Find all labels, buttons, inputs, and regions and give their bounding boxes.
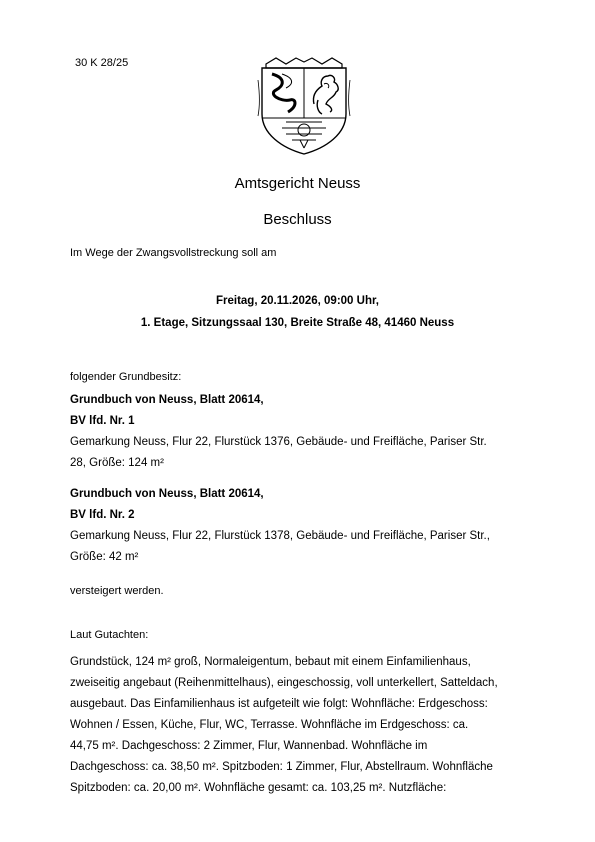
appraisal-line: Spitzboden: ca. 20,00 m². Wohnfläche gesamt: ca. 103,25 m². Nutzfläche: [70,782,447,794]
property-description-line1: Gemarkung Neuss, Flur 22, Flurstück 1378, Gebäude- und Freifläche, Pariser Str., [70,530,490,542]
appraisal-line: Dachgeschoss: ca. 38,50 m². Spitzboden: 1 Zimmer, Flur, Abstellraum. Wohnfläche [70,761,493,773]
property-header-line2: BV lfd. Nr. 1 [70,415,135,427]
property-description-line2: 28, Größe: 124 m² [70,457,164,469]
appraisal-line: 44,75 m². Dachgeschoss: 2 Zimmer, Flur, Wannenbad. Wohnfläche im [70,740,428,752]
auction-phrase: versteigert werden. [70,585,164,597]
property-description-line2: Größe: 42 m² [70,551,139,563]
appraisal-line: zweiseitig angebaut (Reihenmittelhaus), eingeschossig, voll unterkellert, Satteldach, [70,677,498,689]
coat-of-arms-icon [256,56,352,156]
appraisal-line: ausgebaut. Das Einfamilienhaus ist aufgeteilt wie folgt: Wohnfläche: Erdgeschoss: [70,698,488,710]
property-intro: folgender Grundbesitz: [70,371,182,383]
property-block-1 [70,390,540,474]
case-number: 30 K 28/25 [75,57,129,69]
intro-text: Im Wege der Zwangsvollstreckung soll am [70,247,277,259]
auction-location: 1. Etage, Sitzungssaal 130, Breite Straße 48, 41460 Neuss [140,317,455,329]
property-block-2 [70,484,540,568]
property-header-line1: Grundbuch von Neuss, Blatt 20614, [70,394,264,406]
auction-date: Freitag, 20.11.2026, 09:00 Uhr, [215,295,380,307]
appraisal-intro: Laut Gutachten: [70,629,149,641]
property-description-line1: Gemarkung Neuss, Flur 22, Flurstück 1376, Gebäude- und Freifläche, Pariser Str. [70,436,487,448]
document-title: Beschluss [263,211,332,228]
appraisal-line: Grundstück, 124 m² groß, Normaleigentum, bebaut mit einem Einfamilienhaus, [70,656,471,668]
appraisal-text [70,652,550,799]
property-header-line1: Grundbuch von Neuss, Blatt 20614, [70,488,264,500]
appraisal-line: Wohnen / Essen, Küche, Flur, WC, Terrasse. Wohnfläche im Erdgeschoss: ca. [70,719,469,731]
court-name: Amtsgericht Neuss [234,175,361,192]
property-header-line2: BV lfd. Nr. 2 [70,509,135,521]
